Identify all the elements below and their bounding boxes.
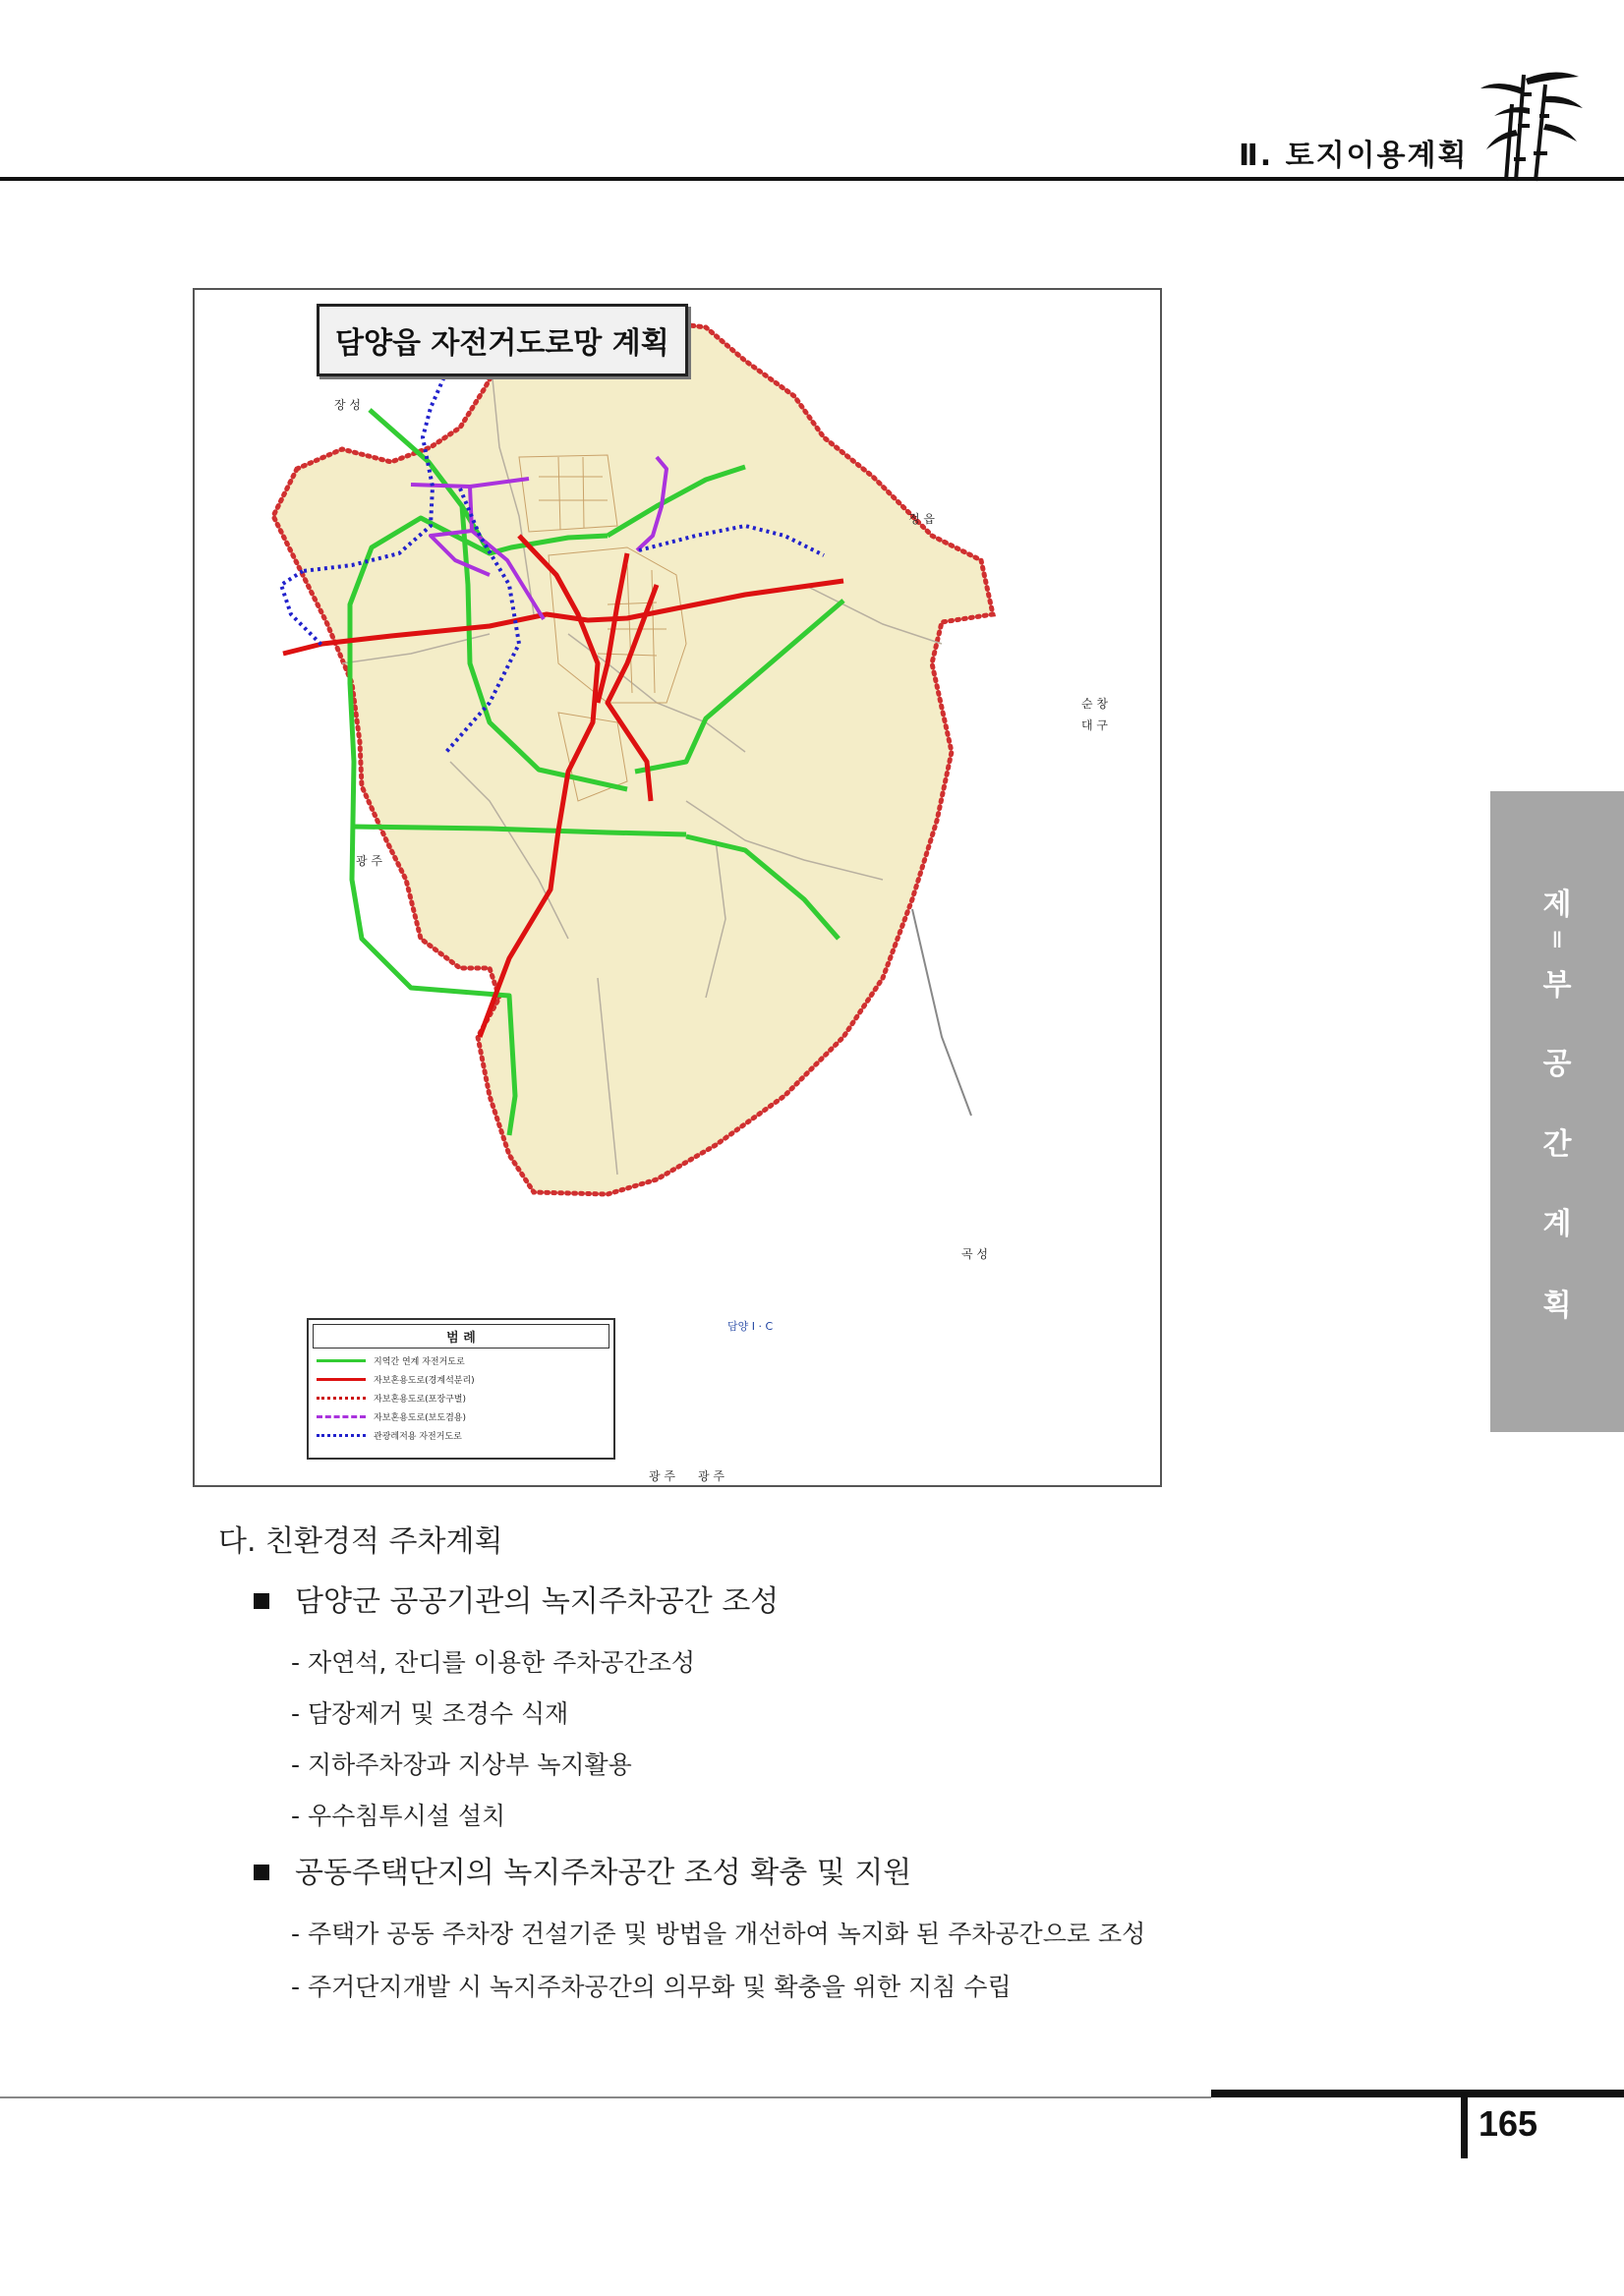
side-tab-char: Ⅱ: [1551, 929, 1563, 953]
place-label: 대 구: [1081, 718, 1108, 732]
list-item: - 주택가 공동 주차장 건설기준 및 방법을 개선하여 녹지화 된 주차공간으로 조성: [291, 1920, 1146, 1948]
side-tab-char: 계: [1542, 1207, 1572, 1241]
legend-label: 관광레저용 자전거도로: [374, 1432, 462, 1442]
place-label: 정 읍: [908, 512, 935, 526]
square-bullet-icon: [254, 1865, 269, 1880]
legend-label: 자보혼용도로(보도겸용): [374, 1413, 466, 1423]
bullet-heading: [254, 1848, 911, 1891]
legend-swatch-green: [317, 1359, 366, 1362]
list-item: - 자연석, 잔디를 이용한 주차공간조성: [291, 1648, 696, 1677]
bullet-text: 담양군 공공기관의 녹지주차공간 조성: [295, 1584, 780, 1619]
legend-item: [317, 1429, 606, 1442]
section-title: Ⅱ. 토지이용계획: [1239, 139, 1469, 173]
map-legend: [307, 1318, 615, 1460]
legend-swatch-red: [317, 1378, 366, 1381]
place-label: 장 성: [334, 398, 361, 412]
place-label: 곡 성: [961, 1247, 988, 1261]
list-item: - 지하주차장과 지상부 녹지활용: [291, 1751, 632, 1779]
bamboo-icon: [1477, 65, 1585, 183]
legend-item: [317, 1410, 606, 1423]
map-land-area: [273, 321, 993, 1194]
side-tab-char: 간: [1542, 1127, 1572, 1162]
footer-rule: [0, 2096, 1211, 2098]
map-title: 담양읍 자전거도로망 계획: [317, 304, 688, 376]
list-item: - 우수침투시설 설치: [291, 1802, 506, 1830]
list-item: - 주거단지개발 시 녹지주차공간의 의무화 및 확충을 위한 지침 수립: [291, 1973, 1012, 2001]
legend-title: 범 례: [313, 1324, 609, 1349]
place-label: 광 주: [356, 854, 382, 868]
square-bullet-icon: [254, 1593, 269, 1609]
legend-label: 지역간 연계 자전거도로: [374, 1357, 465, 1367]
side-tab-char: 획: [1542, 1289, 1572, 1323]
place-label: 순 창: [1081, 697, 1108, 711]
page-number: 165: [1479, 2103, 1538, 2144]
section-heading: 다. 친환경적 주차계획: [218, 1524, 503, 1559]
place-label: 광 주: [698, 1469, 725, 1483]
side-tab-char: 공: [1542, 1047, 1572, 1081]
legend-swatch-blue: [317, 1434, 366, 1437]
legend-item: [317, 1392, 606, 1405]
footer-rule-thick: [1211, 2090, 1624, 2097]
header-rule: [0, 177, 1624, 181]
legend-swatch-purple: [317, 1415, 366, 1418]
part-side-tab: [1490, 791, 1624, 1432]
place-label: 담양 I · C: [727, 1320, 774, 1333]
legend-swatch-red-dotted: [317, 1397, 366, 1400]
side-tab-char: 제: [1542, 888, 1572, 922]
place-label: 광 주: [649, 1469, 675, 1483]
legend-item: [317, 1373, 606, 1386]
page-number-bar: [1461, 2090, 1468, 2158]
legend-label: 자보혼용도로(포장구별): [374, 1395, 466, 1405]
legend-item: [317, 1354, 606, 1367]
bullet-heading: [254, 1577, 779, 1620]
side-tab-char: 부: [1542, 968, 1572, 1003]
bullet-text: 공동주택단지의 녹지주차공간 조성 확충 및 지원: [295, 1856, 912, 1890]
list-item: - 담장제거 및 조경수 식재: [291, 1699, 569, 1728]
bicycle-road-map: [193, 288, 1162, 1487]
legend-label: 자보혼용도로(경계석분리): [374, 1376, 475, 1386]
